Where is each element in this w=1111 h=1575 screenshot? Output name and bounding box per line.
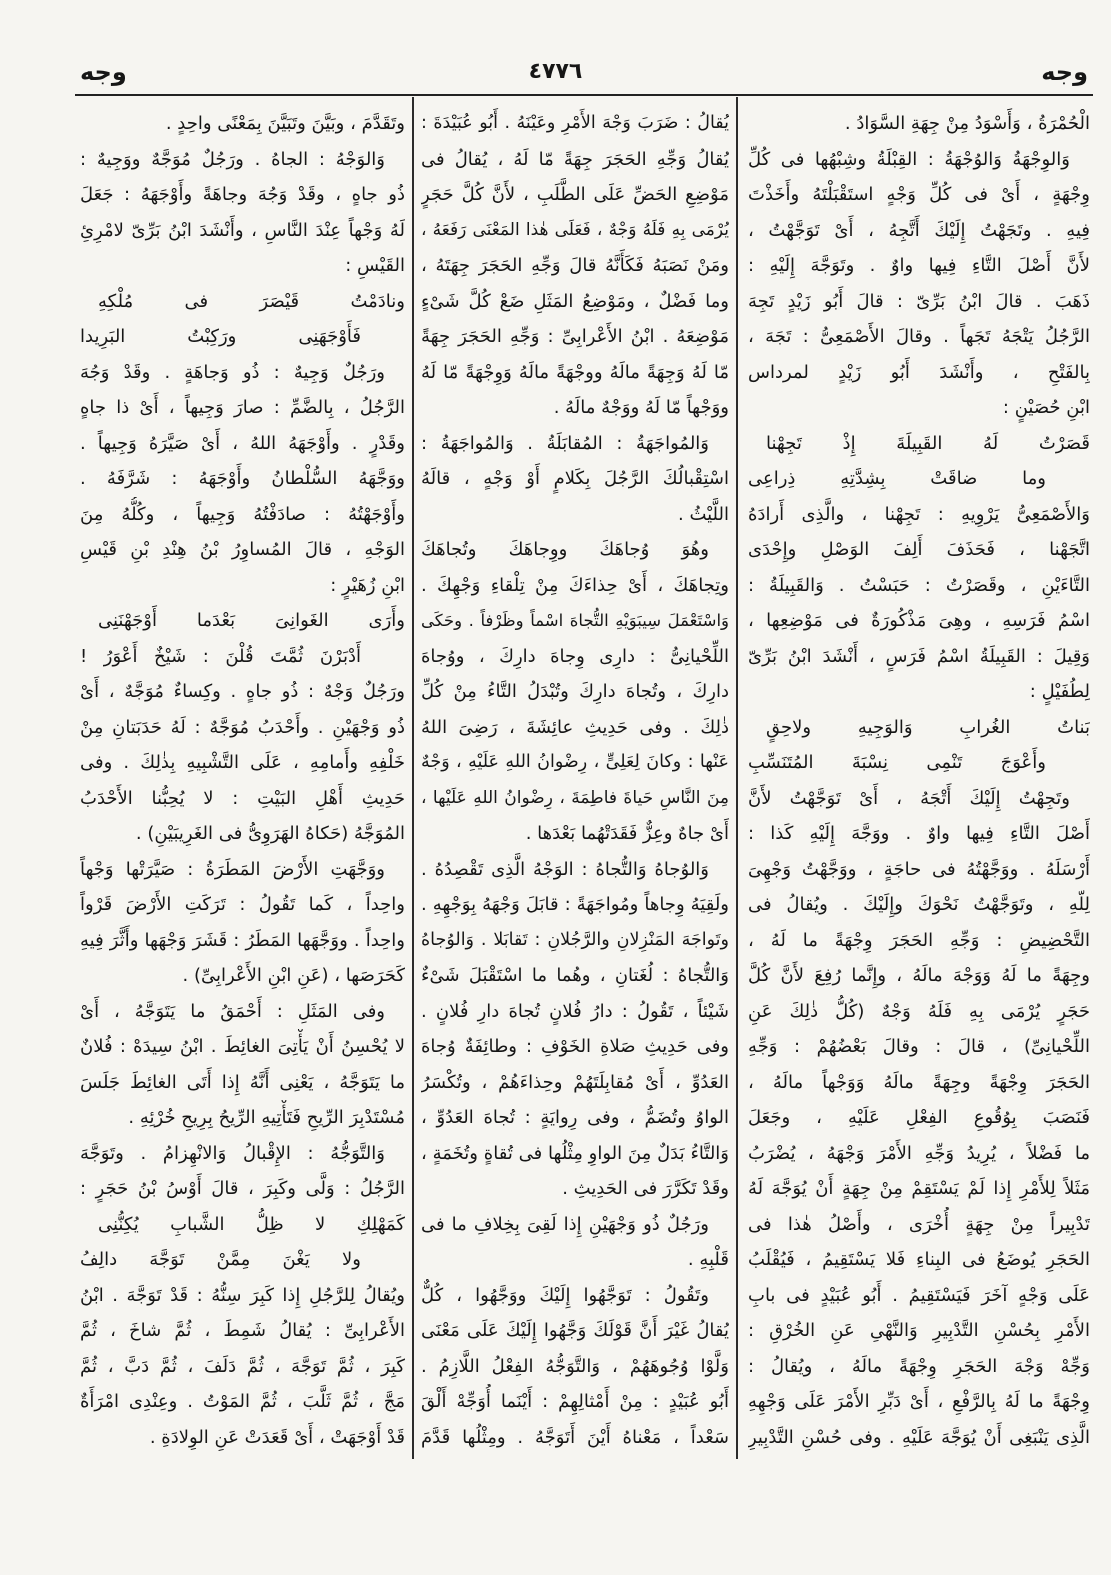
text-line: التَّاءَيْنِ ، وقَصَرْتُ : حَبَسْتُ . وَالقَبِيلَةُ :	[748, 574, 1090, 596]
text-line: وما فَضْلٌ ، ومَوْضِعُ المَثَلِ ضَعْ كُلَّ شَىْءٍ	[421, 290, 729, 312]
text-line: وأَعْوَجَ تَنْمِى نِسْبَةَ المُتَنَسِّبِ	[748, 752, 1046, 773]
text-line: وَالتَّاءُ بَدَلٌ مِنَ الواوِ مِثْلُها فى تُقاةٍ وتُخَمَةٍ ،	[421, 1142, 729, 1164]
text-line: ووَجَّهَتِ الأَرْضَ المَطَرَةُ : صَيَّرَتْها وَجْهاً	[80, 858, 385, 880]
text-line: الَّذِى يَنْبَغِى أَنْ يُوَجَّهَ عَلَيْهِ . وفى حُسْنِ التَّدْبِيرِ	[748, 1426, 1090, 1448]
text-line: لِطُفَيْلٍ :	[1029, 681, 1090, 702]
text-line: ذُو وَجْهَيْنِ . وأَحْدَبُ مُوَجَّهٌ : لَهُ حَدَبَتانِ مِنْ	[80, 716, 405, 738]
text-line: وأَوْجَهْتُهُ : صادَفْتُهُ وَجِيهاً ، وكُلُّهُ مِنَ	[80, 503, 405, 525]
text-line: ومَنْ نَصَبَهُ فَكَأَنَّهُ قالَ وَجِّهِ الحَجَرَ جِهَتَهُ ،	[421, 255, 729, 276]
text-line: الحَجَرَ وِجْهَةً وجِهَةً مالَهُ وَوَجْهاً مالَهُ ،	[748, 1071, 1090, 1093]
text-line: أَدْبَرْنَ ثُمَّتَ قُلْنَ : شَيْخٌ أَعْوَرُ !	[80, 645, 361, 667]
text-line: وِجْهَةً ما لَهُ بِالرَّفْعِ ، أَىْ دَبِّرِ الأَمْرَ عَلَى وَجْهِهِ	[748, 1391, 1090, 1412]
text-line: قَلْبِهِ .	[687, 1249, 729, 1270]
text-line: وَالمُواجَهَةُ : المُقابَلَةُ . وَالمُواجَهَةُ :	[421, 432, 709, 454]
text-line: شَيْئاً ، تَقُولُ : دارُ فُلانٍ تُجاهَ دارِ فُلانٍ .	[421, 1000, 729, 1022]
page-number: ٤٧٧٦	[528, 59, 583, 84]
text-line: الوَجْهِ ، قالَ المُساوِرُ بْنُ هِنْدِ بْنِ قَيْسِ	[80, 539, 405, 560]
text-line: الواوُ وتُضَمُّ ، وفى رِوايَةٍ : تُجاهَ العَدُوِّ ،	[421, 1107, 729, 1128]
text-line: يُقالُ وَجِّهِ الحَجَرَ جِهَةً مّا لَهُ ، يُقالُ فى	[421, 148, 729, 170]
text-line: لَهُ وَجْهاً عِنْدَ النَّاسِ ، وأَنْشَدَ ابْنُ بَرِّىّ لامْرِئِ	[80, 219, 405, 241]
text-line: اسْتِقْبالُكَ الرَّجُلَ بِكَلامٍ أَوْ وَجْهٍ ، قالَهُ	[421, 468, 729, 489]
text-line: دارِكَ ، وتُجاهَ دارِكَ وتُبْدَلُ التَّاءُ مِنْ كُلِّ	[421, 681, 729, 702]
text-line: وأَرَى الغَوانِىَ بَعْدَما أَوْجَهْنَنِى	[98, 610, 405, 631]
header-divider	[75, 94, 1093, 96]
text-line: اتَّجَهْنا ، فَحَذَفَ أَلِفَ الوَصْلِ وإِحْدَى	[748, 539, 1090, 560]
column-left	[80, 106, 405, 1455]
text-line: عَنْها : وكانَ لِعَلِىٍّ ، رِضْوانُ اللهِ عَلَيْهِ ، وَجْهٌ	[421, 752, 729, 772]
text-line: تَدْبِيراً مِنْ جِهَةٍ أُخْرَى ، وأَصْلُ هٰذا فى	[748, 1213, 1090, 1235]
text-line: حَدِيثِ أَهْلِ البَيْتِ : لا يُحِبُّنا الأَحْدَبُ	[80, 787, 405, 809]
text-line: ويُقالُ لِلرَّجُلِ إِذا كَبِرَ سِنُّهُ : قَدْ تَوَجَّهَ . ابْنُ	[80, 1284, 405, 1306]
text-line: أَصْلَ التَّاءِ فِيها واوٌ . ووَجَّهَ إِلَيْهِ كَذا :	[748, 823, 1090, 844]
text-line: وما ضاقَتْ بِشِدَّتِهِ ذِراعِى	[748, 468, 1046, 489]
text-line: يُقالُ غَيْرَ أَنَّ قَوْلَكَ وَجَّهُوا إِلَيْكَ عَلَى مَعْنَى	[421, 1320, 729, 1341]
text-line: مُسْتَدْبِرَ الرِّيحِ فَتَأْتِيهِ الرِّيحُ بِرِيحِ خُرْئِهِ .	[128, 1107, 405, 1128]
text-line: وَالوَجْهُ : الجاهُ . ورَجُلٌ مُوَجَّهٌ ووَجِيهٌ :	[80, 148, 385, 170]
text-line: لأَنَّ أَصْلَ التَّاءِ فِيها واوٌ . وتَوَجَّهَ إِلَيْهِ :	[748, 255, 1090, 276]
text-line: الرَّجُلُ ، بِالضَّمِّ : صارَ وَجِيهاً ، أَىْ ذا جاهٍ	[80, 397, 405, 418]
text-line: مَوْضِعِ الحَضِّ عَلَى الطَّلَبِ ، لأَنَّ كُلَّ حَجَرٍ	[421, 184, 729, 205]
running-head-left: وجه	[80, 58, 127, 86]
column-right	[748, 106, 1090, 1455]
text-line: وَالوِجْهَةُ وَالوُجْهَةُ : القِبْلَةُ وشِبْهُها فى كُلِّ	[748, 148, 1070, 170]
text-line: اللِّحْيانِىُّ : دارِى وِجاهَ دارِكَ ، ووُجاهَ	[421, 645, 729, 667]
text-line: خَلْفِهِ وأَمامِهِ ، عَلَى التَّشْبِيهِ بِذٰلِكَ . وفى	[80, 752, 405, 773]
text-line: ورَجُلٌ ذُو وَجْهَيْنِ إِذا لَقِىَ بِخِلافِ ما فى	[421, 1213, 709, 1235]
text-line: ذٰلِكَ . وفى حَدِيثِ عائِشَةَ ، رَضِىَ اللهُ	[421, 716, 729, 738]
text-line: وتَقَدَّمَ ، وبَيَّنَ وتَبَيَّنَ بِمَعْنًى واحِدٍ .	[165, 113, 405, 134]
text-line: وتَواجَهَ المَنْزِلانِ والرَّجُلانِ : تَقابَلا . وَالوُجاهُ	[421, 929, 729, 950]
text-line: ابْنِ حُصَيْنٍ :	[1002, 397, 1090, 418]
text-line: وَالوُجاهُ وَالتُّجاهُ : الوَجْهُ الَّذِى تَقْصِدُهُ .	[421, 858, 709, 880]
text-line: الأَعْرابِىِّ : يُقالُ شَمِطَ ، ثُمَّ شاخَ ، ثُمَّ	[80, 1320, 405, 1341]
text-line: ذَهَبَ . قالَ ابْنُ بَرِّىّ : قالَ أَبُو زَيْدٍ تَجِهَ	[748, 290, 1090, 312]
text-line: ما يَتَوَجَّهُ ، يَعْنِى أَنَّهُ إِذا أَتَى الغائِطَ جَلَسَ	[80, 1071, 405, 1093]
text-line: وَاسْتَعْمَلَ سِيبَوَيْهِ التُّجاهَ اسْماً وظَرْفاً . وحَكَى	[421, 611, 729, 630]
text-line: وتَقُولُ : تَوَجَّهُوا إِلَيْكَ ووَجَّهُوا ، كُلٌّ	[421, 1284, 709, 1306]
text-line: ابْنِ زُهَيْرٍ :	[330, 574, 405, 596]
text-line: قَصَرْتُ لَهُ القَبِيلَةَ إِذْ تَجِهْنا	[766, 432, 1090, 454]
text-line: وتِجاهَكَ ، أَىْ حِذاءَكَ مِنْ تِلْقاءِ وَجْهِكَ .	[421, 574, 729, 596]
text-line: بَناتُ الغُرابِ وَالوَجِيهِ ولاحِقٍ	[766, 716, 1090, 738]
text-line: ورَجُلٌ وَجْهٌ : ذُو جاهٍ . وكِساءٌ مُوَجَّهٌ ، أَىْ	[80, 681, 405, 702]
text-line: مَثَلاً لِلأَمْرِ إِذا لَمْ يَسْتَقِمْ مِنْ جِهَةٍ أَنْ يُوَجَّهَ لَهُ	[748, 1178, 1090, 1199]
text-line: ووَجْهاً مّا لَهُ ووَجْهٌ مالَهُ .	[553, 397, 729, 418]
text-line: التَّحْضِيضِ : وَجِّهِ الحَجَرَ وِجْهَةً ما لَهُ ،	[748, 929, 1090, 951]
text-line: اسْمُ فَرَسِهِ ، وهِىَ مَذْكُورَةٌ فى مَوْضِعِها ،	[748, 610, 1090, 631]
text-line: وفى حَدِيثِ صَلاةِ الخَوْفِ : وطائِفَةٌ وُجاهَ	[421, 1036, 729, 1057]
text-line: وجِهَةً ما لَهُ وَوَجْهَ مالَهُ ، وإِنَّما رُفِعَ لأَنَّ كُلَّ	[748, 965, 1090, 986]
text-line: بِالفَتْحِ ، وأَنْشَدَ أَبُو زَيْدٍ لمرداس	[748, 361, 1090, 383]
text-line: الرَّجُلُ يَتْجَهُ تَجَهاً . وقالَ الأَصْمَعِىُّ : تَجَهَ ،	[748, 326, 1090, 347]
text-line: وفى المَثَلِ : أَحْمَقُ ما يَتَوَجَّهُ ، أَىْ	[80, 1000, 385, 1022]
text-line: عَلَى وَجْهٍ آخَرَ فَيَسْتَقِيمُ . أَبُو عُبَيْدٍ فى بابِ	[748, 1284, 1090, 1306]
text-line: أَبُو عُبَيْدٍ : مِنْ أَمْثالِهِمْ : أَيْنَما أُوَجِّهْ أَلْقَ	[421, 1391, 729, 1412]
text-line: سَعْداً ، مَعْناهُ أَيْنَ أَتَوَجَّهُ . ومِثْلُها قَدَّمَ	[421, 1426, 729, 1448]
text-line: واحِداً ، كَما تَقُولُ : تَرَكَتِ الأَرْضَ قَرْواً	[80, 894, 405, 915]
text-line: الرَّجُلُ : وَلَّى وكَبِرَ ، قالَ أَوْسُ بْنُ حَجَرٍ :	[80, 1178, 405, 1199]
text-line: الحَجَرِ يُوضَعُ فى البِناءِ فَلا يَسْتَقِيمُ ، فَيُقْلَبُ	[748, 1249, 1090, 1270]
text-line: فِيهِ . وتَجَهْتُ إِلَيْكَ أَتَّجِهُ ، أَىْ تَوَجَّهْتُ ،	[748, 219, 1090, 241]
running-head-right: وجه	[1041, 58, 1088, 86]
text-line: قَدْ أَوْجَهَتْ ، أَىْ قَعَدَتْ عَنِ الوِلادَةِ .	[149, 1426, 405, 1448]
text-line: المُوَجَّهُ (حَكاهُ الهَرَوِىُّ فى الغَرِيبَيْنِ) .	[135, 823, 405, 844]
text-line: مّا لَهُ وَجِهَةً مالَهُ ووجْهَةً مالَهُ وَوِجْهَةً مّا لَهُ	[421, 361, 729, 383]
text-line: أَرْسَلَهُ . ووَجَّهْتُهُ فى حاجَةٍ ، ووَجَّهْتُ وَجْهِىَ	[748, 858, 1090, 880]
text-line: مِنَ النَّاسِ حَياةَ فاطِمَةَ ، رِضْوانُ اللهِ عَلَيْها ،	[421, 787, 729, 808]
text-line: أَىْ جاهٌ وعِزٌّ فَقَدَتْهُما بَعْدَها .	[525, 823, 729, 844]
text-line: اللِّحْيانِىِّ) ، قالَ : وقالَ بَعْضُهُمْ : وَجِّهِ	[748, 1036, 1090, 1057]
text-line: لا يُحْسِنُ أَنْ يَأْتِىَ الغائِطَ . ابْنُ سِيدَهْ : فُلانٌ	[80, 1036, 405, 1057]
text-line: وَالتَّوَجُّهُ : الإِقْبالُ وَالانْهِزامُ . وتَوَجَّهَ	[80, 1142, 385, 1164]
text-line: الأَمْرِ بِحُسْنِ التَّدْبِيرِ وَالنَّهْىِ عَنِ الخُرْقِ :	[748, 1320, 1090, 1341]
text-line: فَأَوْجَهَنِى ورَكِبْتُ البَرِيدا	[80, 326, 361, 347]
text-line: حَجَرٍ يُرْمَى بِهِ فَلَهُ وَجْهٌ (كُلُّ ذٰلِكَ عَنِ	[748, 1000, 1090, 1022]
text-line: وقَدْرٍ . وأَوْجَهَهُ اللهُ ، أَىْ صَيَّرَهُ وَجِيهاً .	[80, 432, 405, 454]
text-line: وَالتُّجاهُ : لُغَتانِ ، وهُما ما اسْتَقْبَلَ شَىْءٌ	[421, 965, 729, 986]
text-line: ورَجُلٌ وَجِيهٌ : ذُو وَجاهَةٍ . وقَدْ وَجُهَ	[80, 361, 385, 383]
column-divider-left	[412, 97, 414, 1459]
text-line: يُرْمَى بِهِ فَلَهُ وَجْهٌ ، فَعَلَى هٰذا المَعْنَى رَفَعَهُ ،	[421, 219, 729, 240]
column-divider-right	[736, 97, 738, 1459]
text-line: ووَجَّهَهُ السُّلْطانُ وأَوْجَهَهُ : شَرَّفَهُ .	[80, 468, 405, 489]
text-line: وَالأَصْمَعِىُّ يَرْوِيهِ : تَجِهْنا ، والَّذِى أَرادَهُ	[748, 503, 1090, 525]
text-line: يُقالُ : ضَرَبَ وَجْهَ الأَمْرِ وعَيْنَهُ . أَبُو عُبَيْدَةَ :	[421, 113, 729, 133]
text-line: وَلَّوْا وُجُوهَهُمْ ، وَالتَّوَجُّهُ الفِعْلُ اللَّازِمُ .	[421, 1355, 729, 1377]
text-line: فَنَصَبَ بِوُقُوعِ الفِعْلِ عَلَيْهِ ، وجَعَلَ	[748, 1107, 1090, 1128]
text-line: اللَّيْثُ .	[678, 503, 729, 525]
text-line: وهُوَ وُجاهَكَ ووِجاهَكَ وتُجاهَكَ	[421, 539, 709, 560]
text-line: وَقِيلَ : القَبِيلَةُ اسْمُ فَرَسٍ ، أَنْشَدَ ابْنُ بَرِّىّ	[748, 645, 1090, 667]
text-line: وِجْهَةٍ ، أَىْ فى كُلِّ وَجْهٍ استَقْبَلْتَهُ وأَخَذْتَ	[748, 184, 1090, 205]
text-line: لِلّهِ ، وتَوَجَّهْتُ نَحْوَكَ وإِلَيْكَ . ويُقالُ فى	[748, 894, 1090, 915]
column-middle	[421, 106, 729, 1455]
text-line: كَمَهْلِكِ لا ظِلُّ الشَّبابِ يُكِنُّنِى	[98, 1213, 405, 1235]
text-line: العَدُوِّ ، أَىْ مُقابِلَتَهُمْ وحِذاءَهُمْ ، وتُكْسَرُ	[421, 1071, 729, 1093]
text-line: واحِداً . ووَجَّهَها المَطَرُ : قَشَرَ وَجْهَها وأَثَّرَ فِيهِ	[80, 929, 405, 951]
text-line: ذُو جاهٍ ، وقَدْ وَجُهَ وجاهَةً وأَوْجَهَهُ : جَعَلَ	[80, 184, 405, 205]
text-line: ونادَمْتُ قَيْصَرَ فى مُلْكِهِ	[98, 290, 405, 312]
text-line: وقَدْ تَكَرَّرَ فى الحَدِيثِ .	[562, 1178, 729, 1199]
text-line: مَوْضِعَهُ . ابْنُ الأَعْرابِىِّ : وَجِّهِ الحَجَرَ جِهَةً	[421, 326, 729, 347]
text-line: الْحُمْرَةُ ، وَأَسْوَدُ مِنْ جِهَةِ السَّوَادُ .	[844, 113, 1090, 134]
text-line: ما فَضْلاً ، يُرِيدُ وَجِّهِ الأَمْرَ وَجْهَهُ ، يُضْرَبُ	[748, 1142, 1090, 1164]
text-line: كَبِرَ ، ثُمَّ تَوَجَّهَ ، ثُمَّ دَلَفَ ، ثُمَّ دَبَّ ، ثُمَّ	[80, 1355, 405, 1377]
text-line: مَجَّ ، ثُمَّ ثَلَّبَ ، ثُمَّ المَوْتُ . وعِنْدِى امْرَأَةٌ	[80, 1391, 405, 1412]
text-line: القَيْسِ :	[345, 255, 405, 276]
text-line: ولَقِيَهُ وِجاهاً ومُواجَهَةً : قابَلَ وَجْهَهُ بِوَجْهِهِ .	[421, 894, 729, 915]
text-line: ولا يَغْنَ مِمَّنْ تَوَجَّهَ دالِفُ	[80, 1249, 361, 1270]
text-line: وَجِّهْ وَجْهَ الحَجَرِ وِجْهَةً مالَهُ ، ويُقالُ :	[748, 1355, 1090, 1377]
text-line: وتَجِهْتُ إِلَيْكَ أَتْجَهُ ، أَىْ تَوَجَّهْتُ لأَنَّ	[748, 787, 1070, 809]
text-line: كَحَرَصَها ، (عَنِ ابْنِ الأَعْرابِىِّ) .	[182, 965, 405, 986]
